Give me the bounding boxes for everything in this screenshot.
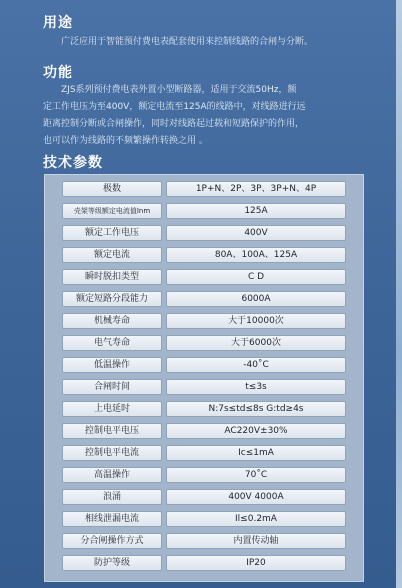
table-row: [62, 357, 346, 373]
function-title: 功能: [43, 65, 73, 81]
table-row: [62, 555, 346, 571]
spec-value: C D: [166, 269, 346, 285]
spec-value: N:7s≤td≤8s G:td≥4s: [166, 401, 346, 417]
spec-value: 70˚C: [166, 467, 346, 483]
spec-key: 额定工作电压: [62, 225, 162, 241]
table-row: [62, 489, 346, 505]
spec-value: 1P+N、2P、3P、3P+N、4P: [166, 181, 346, 197]
spec-value: 400V 4000A: [166, 489, 346, 505]
spec-key: 额定电流: [62, 247, 162, 263]
spec-value: t≤3s: [166, 379, 346, 395]
spec-value: 400V: [166, 225, 346, 241]
function-text-line: 距离控制分断或合闸操作，同时对线路起过载和短路保护的作用，: [43, 119, 305, 129]
table-row: [62, 247, 346, 263]
table-row: [62, 401, 346, 417]
function-text: [43, 82, 378, 150]
right-edge-strip: [396, 0, 402, 588]
spec-value: 6000A: [166, 291, 346, 307]
spec-value: AC220V±30%: [166, 423, 346, 439]
table-row: [62, 313, 346, 329]
spec-key: 控制电平电流: [62, 445, 162, 461]
table-row: [62, 445, 346, 461]
table-row: [62, 511, 346, 527]
spec-key: 瞬时脱扣类型: [62, 269, 162, 285]
spec-value: 80A、100A、125A: [166, 247, 346, 263]
spec-key: 防护等级: [62, 555, 162, 571]
table-row: [62, 467, 346, 483]
spec-key: 电气寿命: [62, 335, 162, 351]
usage-text: [43, 34, 378, 51]
specs-title: 技术参数: [43, 155, 103, 171]
usage-text-line: 广泛应用于智能预付费电表配套使用来控制线路的合闸与分断。: [61, 37, 314, 47]
spec-key: 极数: [62, 181, 162, 197]
spec-key: 机械寿命: [62, 313, 162, 329]
spec-key: 浪涌: [62, 489, 162, 505]
function-text-line: ZJS系列预付费电表外置小型断路器，适用于交流50Hz，额: [61, 85, 297, 95]
spec-key: 相线泄漏电流: [62, 511, 162, 527]
table-row: [62, 269, 346, 285]
table-row: [62, 291, 346, 307]
table-row: [62, 181, 346, 197]
spec-value: Ic≤1mA: [166, 445, 346, 461]
spec-value: Il≤0.2mA: [166, 511, 346, 527]
spec-key: 分合闸操作方式: [62, 533, 162, 549]
spec-key: 上电延时: [62, 401, 162, 417]
table-row: [62, 203, 346, 219]
spec-value: 125A: [166, 203, 346, 219]
function-text-line: 定工作电压为至400V，额定电流至125A的线路中，对线路进行远: [43, 102, 306, 112]
table-row: [62, 225, 346, 241]
spec-key: 高温操作: [62, 467, 162, 483]
spec-key: 合闸时间: [62, 379, 162, 395]
spec-value: IP20: [166, 555, 346, 571]
specs-table: [44, 174, 364, 582]
spec-key: 壳架等级额定电流值Inm: [62, 203, 162, 219]
spec-key: 控制电平电压: [62, 423, 162, 439]
spec-key: 低温操作: [62, 357, 162, 373]
usage-title: 用途: [43, 15, 73, 31]
function-text-line: 也可以作为线路的不频繁操作转换之用 。: [43, 136, 208, 146]
table-row: [62, 533, 346, 549]
table-row: [62, 379, 346, 395]
spec-value: 大于6000次: [166, 335, 346, 351]
spec-value: 内置传动轴: [166, 533, 346, 549]
spec-value: -40˚C: [166, 357, 346, 373]
table-row: [62, 423, 346, 439]
table-row: [62, 335, 346, 351]
spec-key: 额定短路分段能力: [62, 291, 162, 307]
spec-value: 大于10000次: [166, 313, 346, 329]
